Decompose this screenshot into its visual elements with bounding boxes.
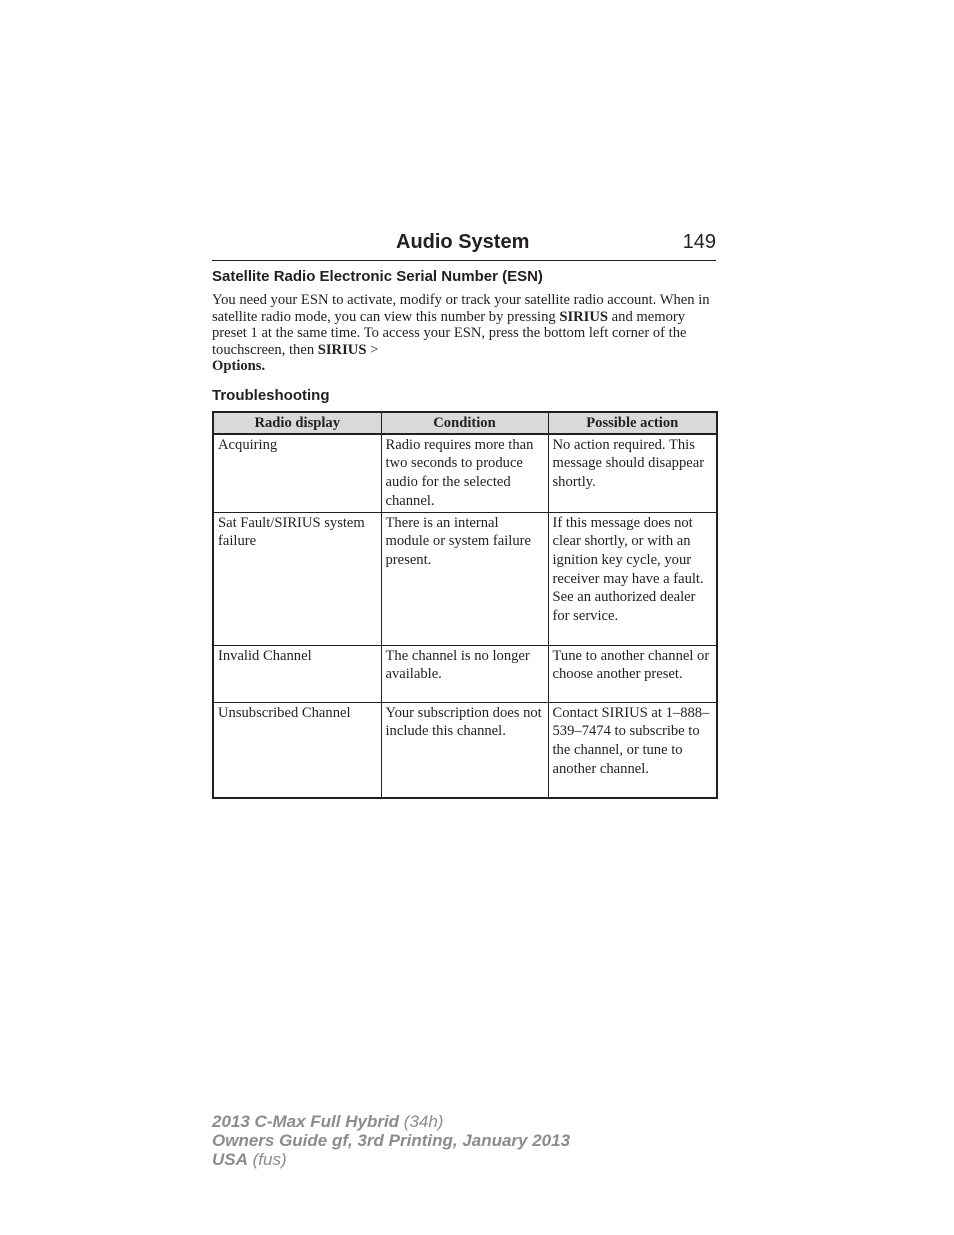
esn-paragraph	[212, 292, 718, 375]
footer-line-region	[212, 1150, 570, 1169]
table-cell: Contact SIRIUS at 1–888–539–7474 to subscribe to the channel, or tune to another channel.	[548, 702, 717, 798]
table-cell: If this message does not clear shortly, or with an ignition key cycle, your receiver may have a fault. See an authorized dealer for service.	[548, 512, 717, 645]
table-cell: Tune to another channel or choose another preset.	[548, 645, 717, 702]
page-number: 149	[682, 231, 716, 253]
esn-bold-options: Options.	[212, 358, 266, 374]
table-cell: Your subscription does not include this channel.	[381, 702, 548, 798]
column-header-radio-display: Radio display	[213, 412, 381, 434]
section-title: Audio System	[396, 231, 530, 253]
esn-bold-sirius-2: SIRIUS	[317, 341, 367, 358]
table-cell: There is an internal module or system failure present.	[381, 512, 548, 645]
footer-line-model	[212, 1112, 570, 1131]
esn-text-2: and memory preset 1 at the same time. To access your ESN, press the bottom left corner of the touchscreen, then	[212, 308, 687, 358]
column-header-possible-action: Possible action	[548, 412, 717, 434]
footer-region: USA	[212, 1150, 248, 1169]
troubleshooting-heading: Troubleshooting	[212, 387, 330, 404]
page-header	[212, 228, 716, 261]
table-header-row	[213, 412, 717, 434]
esn-text-1: You need your ESN to activate, modify or track your satellite radio account. When in satellite radio mode, you can view this number by pressing	[212, 292, 710, 325]
table-cell: Sat Fault/SIRIUS system failure	[213, 512, 381, 645]
troubleshooting-table	[212, 411, 718, 799]
column-header-condition: Condition	[381, 412, 548, 434]
footer-region-code: (fus)	[247, 1150, 287, 1169]
footer-model: 2013 C-Max Full Hybrid	[212, 1112, 400, 1131]
table-row	[213, 702, 717, 798]
footer-model-code: (34h)	[399, 1112, 444, 1131]
footer-line-printing	[212, 1131, 570, 1150]
esn-bold-sirius-1: SIRIUS	[559, 308, 609, 325]
table-cell: Acquiring	[213, 434, 381, 512]
table-cell: Radio requires more than two seconds to produce audio for the selected channel.	[381, 434, 548, 512]
table-row	[213, 512, 717, 645]
table-cell: Invalid Channel	[213, 645, 381, 702]
esn-heading: Satellite Radio Electronic Serial Number (ESN)	[212, 268, 543, 285]
footer-printing: Owners Guide gf, 3rd Printing, January 2013	[212, 1131, 571, 1150]
table-cell: Unsubscribed Channel	[213, 702, 381, 798]
publication-footer	[212, 1112, 570, 1169]
table-row	[213, 645, 717, 702]
table-cell: The channel is no longer available.	[381, 645, 548, 702]
table-cell: No action required. This message should disappear shortly.	[548, 434, 717, 512]
esn-text-3: >	[366, 341, 379, 358]
table-row	[213, 434, 717, 512]
